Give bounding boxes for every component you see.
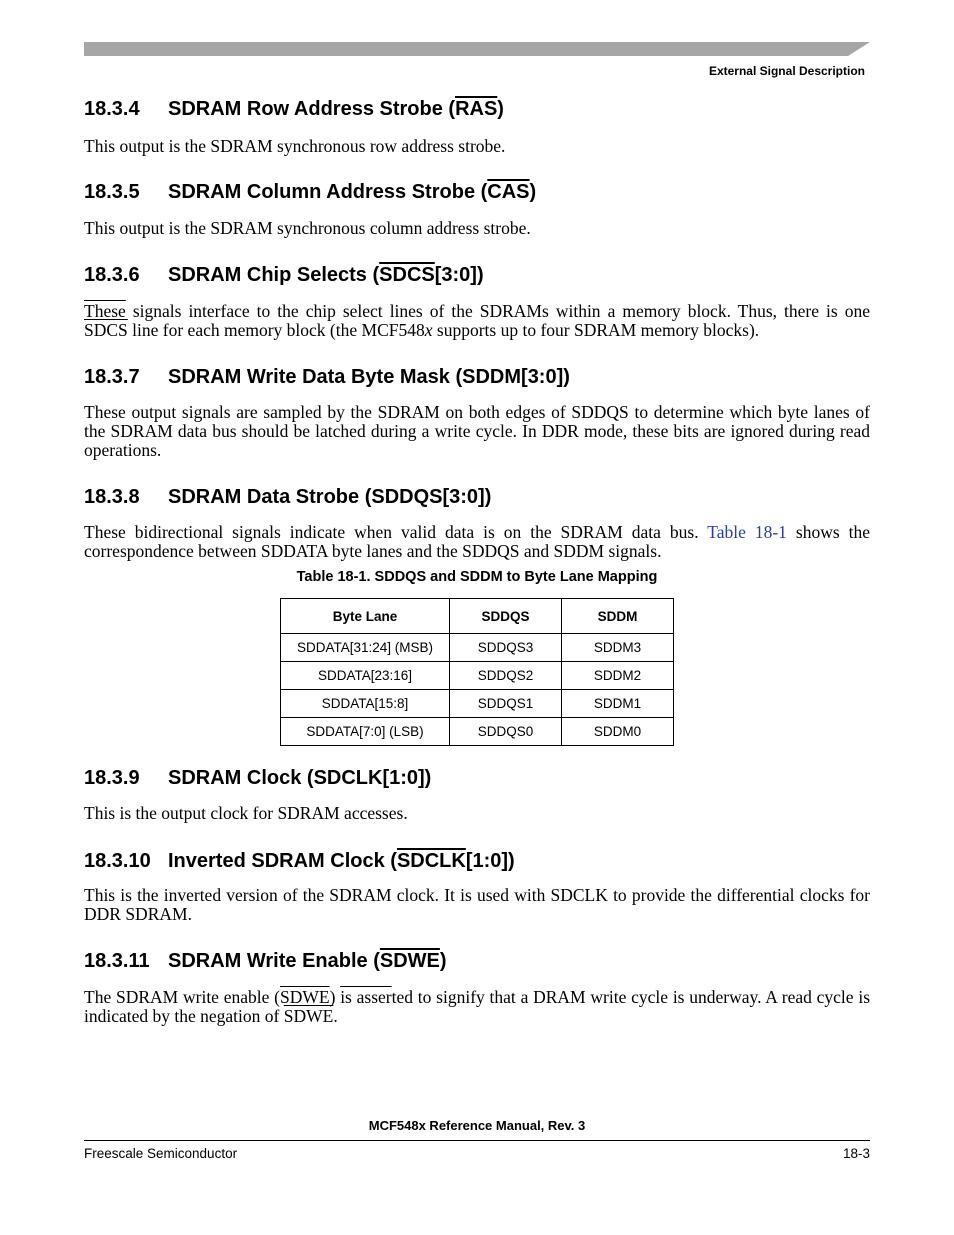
- section-body-18-3-10: This is the inverted version of the SDRAM clock. It is used with SDCLK to provide the differential clocks for DDR SDRAM.: [84, 885, 870, 924]
- running-header: External Signal Description: [708, 64, 865, 78]
- table-cell: SDDM1: [562, 690, 674, 718]
- section-heading-18-3-9: 18.3.9 SDRAM Clock (SDCLK[1:0]): [84, 767, 432, 789]
- table-cell: SDDQS1: [450, 690, 562, 718]
- section-body-18-3-6: These signals interface to the chip select lines of the SDRAMs within a memory block. Thus, there is one SDCS line for each memory block (the MCF548x supports up to four SDRAM memory blocks).: [84, 301, 870, 340]
- section-body-18-3-7: These output signals are sampled by the SDRAM on both edges of SDDQS to determine which byte lanes of the SDRAM data bus should be latched during a write cycle. In DDR mode, these bits are ignored during read operations.: [84, 402, 870, 460]
- table-cell: SDDATA[7:0] (LSB): [281, 718, 450, 746]
- table-header-cell: SDDQS: [450, 599, 562, 634]
- section-body-18-3-11: The SDRAM write enable (SDWE) is asserted to signify that a DRAM write cycle is underway. A read cycle is indicated by the negation of SDWE.: [84, 987, 871, 1026]
- table-cell: SDDQS0: [450, 718, 562, 746]
- table-cell: SDDM0: [562, 718, 674, 746]
- section-body-18-3-4: This output is the SDRAM synchronous row address strobe.: [84, 136, 506, 156]
- footer-publisher: Freescale Semiconductor: [84, 1146, 238, 1161]
- section-body-18-3-8: These bidirectional signals indicate when valid data is on the SDRAM data bus. Table 18-1 shows the correspondence between SDDATA byte lanes and the SDDQS and SDDM signals.: [84, 522, 870, 561]
- table-link[interactable]: Table 18-1: [707, 522, 787, 542]
- table-cell: SDDM2: [562, 662, 674, 690]
- section-heading-18-3-10: 18.3.10 Inverted SDRAM Clock (SDCLK[1:0]): [84, 850, 515, 872]
- table-row: [281, 634, 674, 662]
- table-row: [281, 662, 674, 690]
- header-bar: [84, 42, 870, 56]
- section-heading-18-3-4: 18.3.4 SDRAM Row Address Strobe (RAS): [84, 98, 504, 120]
- table-caption: Table 18-1. SDDQS and SDDM to Byte Lane Mapping: [296, 569, 658, 585]
- table-cell: SDDM3: [562, 634, 674, 662]
- table-row: [281, 718, 674, 746]
- page-number: 18-3: [842, 1146, 870, 1161]
- section-heading-18-3-11: 18.3.11 SDRAM Write Enable (SDWE): [84, 950, 447, 972]
- byte-lane-mapping-table: [280, 598, 674, 746]
- table-cell: SDDQS2: [450, 662, 562, 690]
- section-body-18-3-5: This output is the SDRAM synchronous column address strobe.: [84, 218, 531, 238]
- table-row: [281, 690, 674, 718]
- section-heading-18-3-6: 18.3.6 SDRAM Chip Selects (SDCS[3:0]): [84, 264, 484, 286]
- section-heading-18-3-8: 18.3.8 SDRAM Data Strobe (SDDQS[3:0]): [84, 486, 492, 508]
- section-heading-18-3-7: 18.3.7 SDRAM Write Data Byte Mask (SDDM[3:0]): [84, 366, 570, 388]
- footer-divider: [84, 1140, 870, 1141]
- footer-title: MCF548x Reference Manual, Rev. 3: [368, 1118, 586, 1133]
- table-header-cell: Byte Lane: [281, 599, 450, 634]
- table-header-row: [281, 599, 674, 634]
- section-heading-18-3-5: 18.3.5 SDRAM Column Address Strobe (CAS): [84, 181, 537, 203]
- table-header-cell: SDDM: [562, 599, 674, 634]
- table-cell: SDDATA[15:8]: [281, 690, 450, 718]
- table-cell: SDDATA[31:24] (MSB): [281, 634, 450, 662]
- section-body-18-3-9: This is the output clock for SDRAM accesses.: [84, 803, 408, 823]
- table-cell: SDDATA[23:16]: [281, 662, 450, 690]
- table-cell: SDDQS3: [450, 634, 562, 662]
